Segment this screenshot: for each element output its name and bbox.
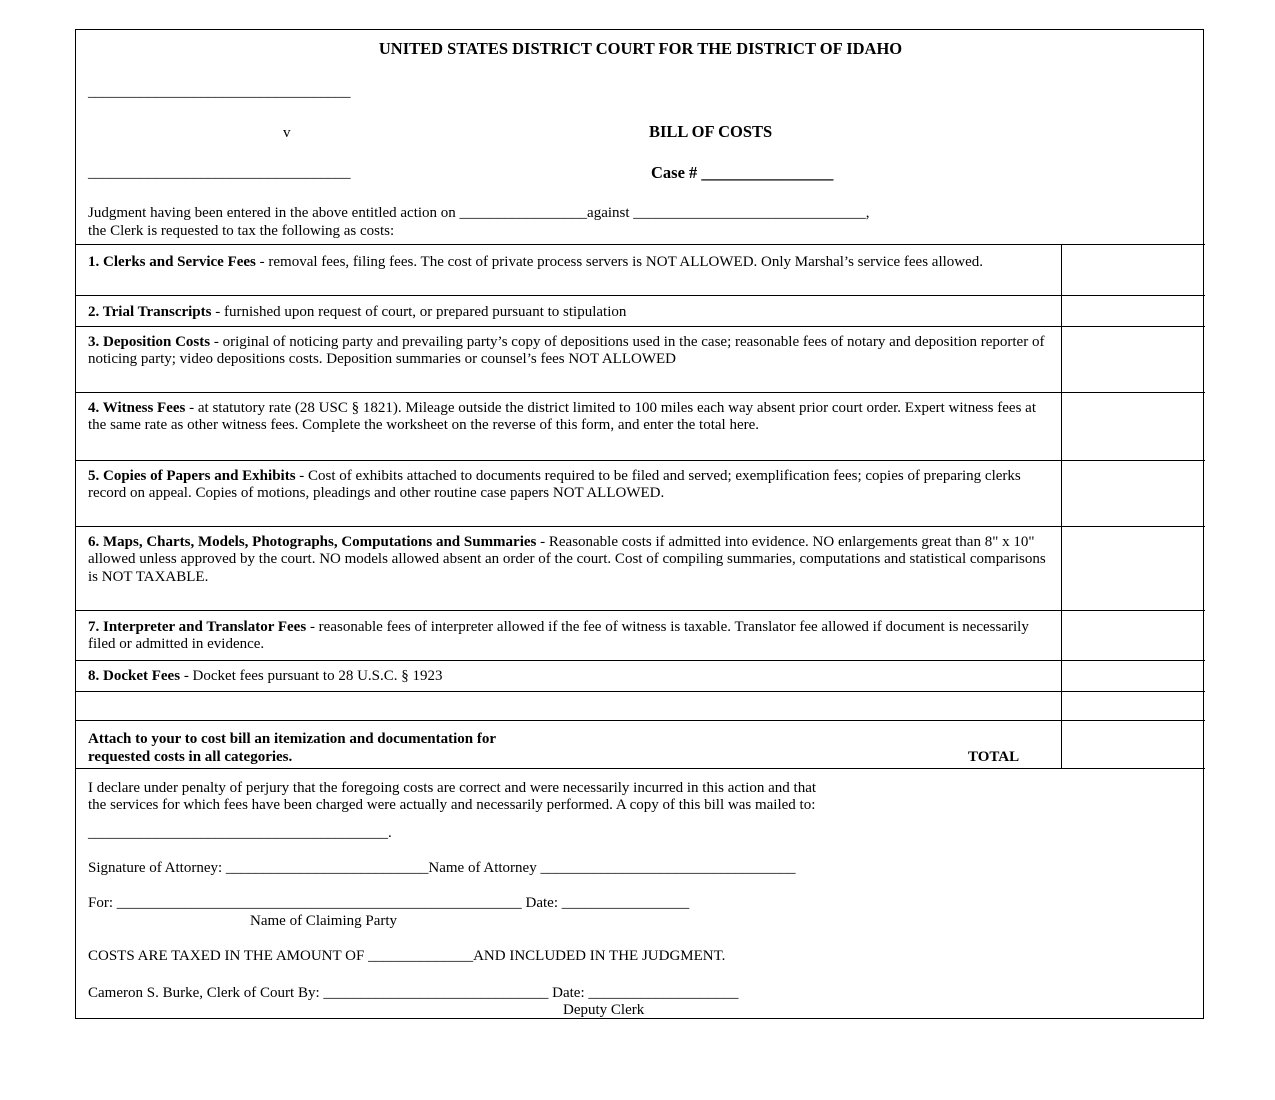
cost-item-description [88,619,1048,654]
row-divider [76,244,1205,245]
cost-item-title: 1. Clerks and Service Fees [88,254,256,270]
cost-item-text: - Docket fees pursuant to 28 U.S.C. § 1923 [180,668,443,684]
cost-item-text: - Reasonable costs if admitted into evidence. NO enlargements great than 8" x 10" allowed unless approved by the court. NO models allowed absent an order of the court. Cost of compiling summaries, computations and statistical comparisons is NOT TAXABLE. [88,534,1046,585]
cost-item-description [88,534,1048,586]
cost-item-text: - original of noticing party and prevailing party’s copy of depositions used in the case; reasonable fees of notary and deposition reporter of noticing party; video depositions costs. Deposition summaries or counsel’s fees NOT ALLOWED [88,334,1045,368]
cost-item-text: - at statutory rate (28 USC § 1821). Mileage outside the district limited to 100 miles each way absent prior court order. Expert witness fees at the same rate as other witness fees. Complete the worksheet on the reverse of this form, and enter the total here. [88,400,1036,434]
clerk-line[interactable]: Cameron S. Burke, Clerk of Court By: ______________________________ Date: ____________________ [88,985,739,1001]
claiming-party-caption: Name of Claiming Party [250,913,398,929]
cost-amount-cell[interactable] [1061,460,1204,526]
court-title: UNITED STATES DISTRICT COURT FOR THE DISTRICT OF IDAHO [378,39,903,58]
cost-item-title: 2. Trial Transcripts [88,304,212,320]
row-divider [76,720,1205,721]
mailed-to-line[interactable]: ________________________________________. [88,825,392,841]
defendant-line[interactable]: ___________________________________ [88,165,351,181]
cost-amount-cell[interactable] [1061,660,1204,691]
cost-item-description [88,668,1048,685]
claiming-party-line[interactable]: For: ______________________________________________________ Date: _________________ [88,895,690,911]
row-divider [76,392,1205,393]
attorney-signature-line[interactable]: Signature of Attorney: ___________________________Name of Attorney __________________________________ [88,860,796,876]
blank-amount-cell[interactable] [1061,691,1204,720]
total-amount-cell[interactable] [1061,720,1204,768]
declaration-line-2: the services for which fees have been charged were actually and necessarily performed. A copy of this bill was mailed to: [88,797,816,813]
cost-item-text: - reasonable fees of interpreter allowed if the fee of witness is taxable. Translator fee allowed if document is necessarily filed or admitted in evidence. [88,619,1029,653]
row-divider [76,660,1205,661]
bill-of-costs-form [75,29,1204,1019]
cost-item-title: 6. Maps, Charts, Models, Photographs, Computations and Summaries [88,534,537,550]
cost-item-title: 7. Interpreter and Translator Fees [88,619,307,635]
versus-label: v [283,125,291,141]
plaintiff-line[interactable]: ___________________________________ [88,84,351,100]
cost-item-title: 5. Copies of Papers and Exhibits [88,468,296,484]
row-divider [76,768,1205,769]
cost-item-text: - Cost of exhibits attached to documents required to be filed and served; exemplification fees; copies of preparing clerks record on appeal. Copies of motions, pleadings and other routine case papers NOT ALLOWED. [88,468,1021,502]
cost-item-title: 4. Witness Fees [88,400,186,416]
cost-amount-cell[interactable] [1061,392,1204,460]
attach-note-line-2: requested costs in all categories. [88,749,293,765]
cost-item-description [88,334,1048,369]
cost-item-text: - furnished upon request of court, or prepared pursuant to stipulation [211,304,627,320]
row-divider [76,691,1205,692]
row-divider [76,326,1205,327]
deputy-clerk-caption: Deputy Clerk [563,1002,645,1018]
cost-item-text: - removal fees, filing fees. The cost of private process servers is NOT ALLOWED. Only Marshal’s service fees allowed. [255,254,984,270]
row-divider [76,460,1205,461]
judgment-intro-line-2: the Clerk is requested to tax the following as costs: [88,223,395,239]
case-number-field[interactable]: Case # ________________ [651,163,834,182]
cost-amount-cell[interactable] [1061,244,1204,295]
cost-item-description [88,304,1048,321]
row-divider [76,610,1205,611]
total-label: TOTAL [968,749,1020,765]
taxed-amount-line[interactable]: COSTS ARE TAXED IN THE AMOUNT OF ______________AND INCLUDED IN THE JUDGMENT. [88,948,726,964]
judgment-intro-line-1: Judgment having been entered in the above entitled action on _________________against _______________________________, [88,205,870,221]
cost-amount-cell[interactable] [1061,326,1204,392]
cost-item-description [88,400,1048,435]
row-divider [76,295,1205,296]
cost-amount-cell[interactable] [1061,295,1204,326]
cost-amount-cell[interactable] [1061,610,1204,660]
declaration-line-1: I declare under penalty of perjury that the foregoing costs are correct and were necessarily incurred in this action and that [88,780,817,796]
attach-note-line-1: Attach to your to cost bill an itemization and documentation for [88,731,497,747]
cost-item-description [88,468,1048,503]
cost-amount-cell[interactable] [1061,526,1204,610]
document-title: BILL OF COSTS [649,122,773,141]
cost-item-description [88,254,1048,271]
cost-item-title: 8. Docket Fees [88,668,181,684]
row-divider [76,526,1205,527]
cost-item-title: 3. Deposition Costs [88,334,211,350]
